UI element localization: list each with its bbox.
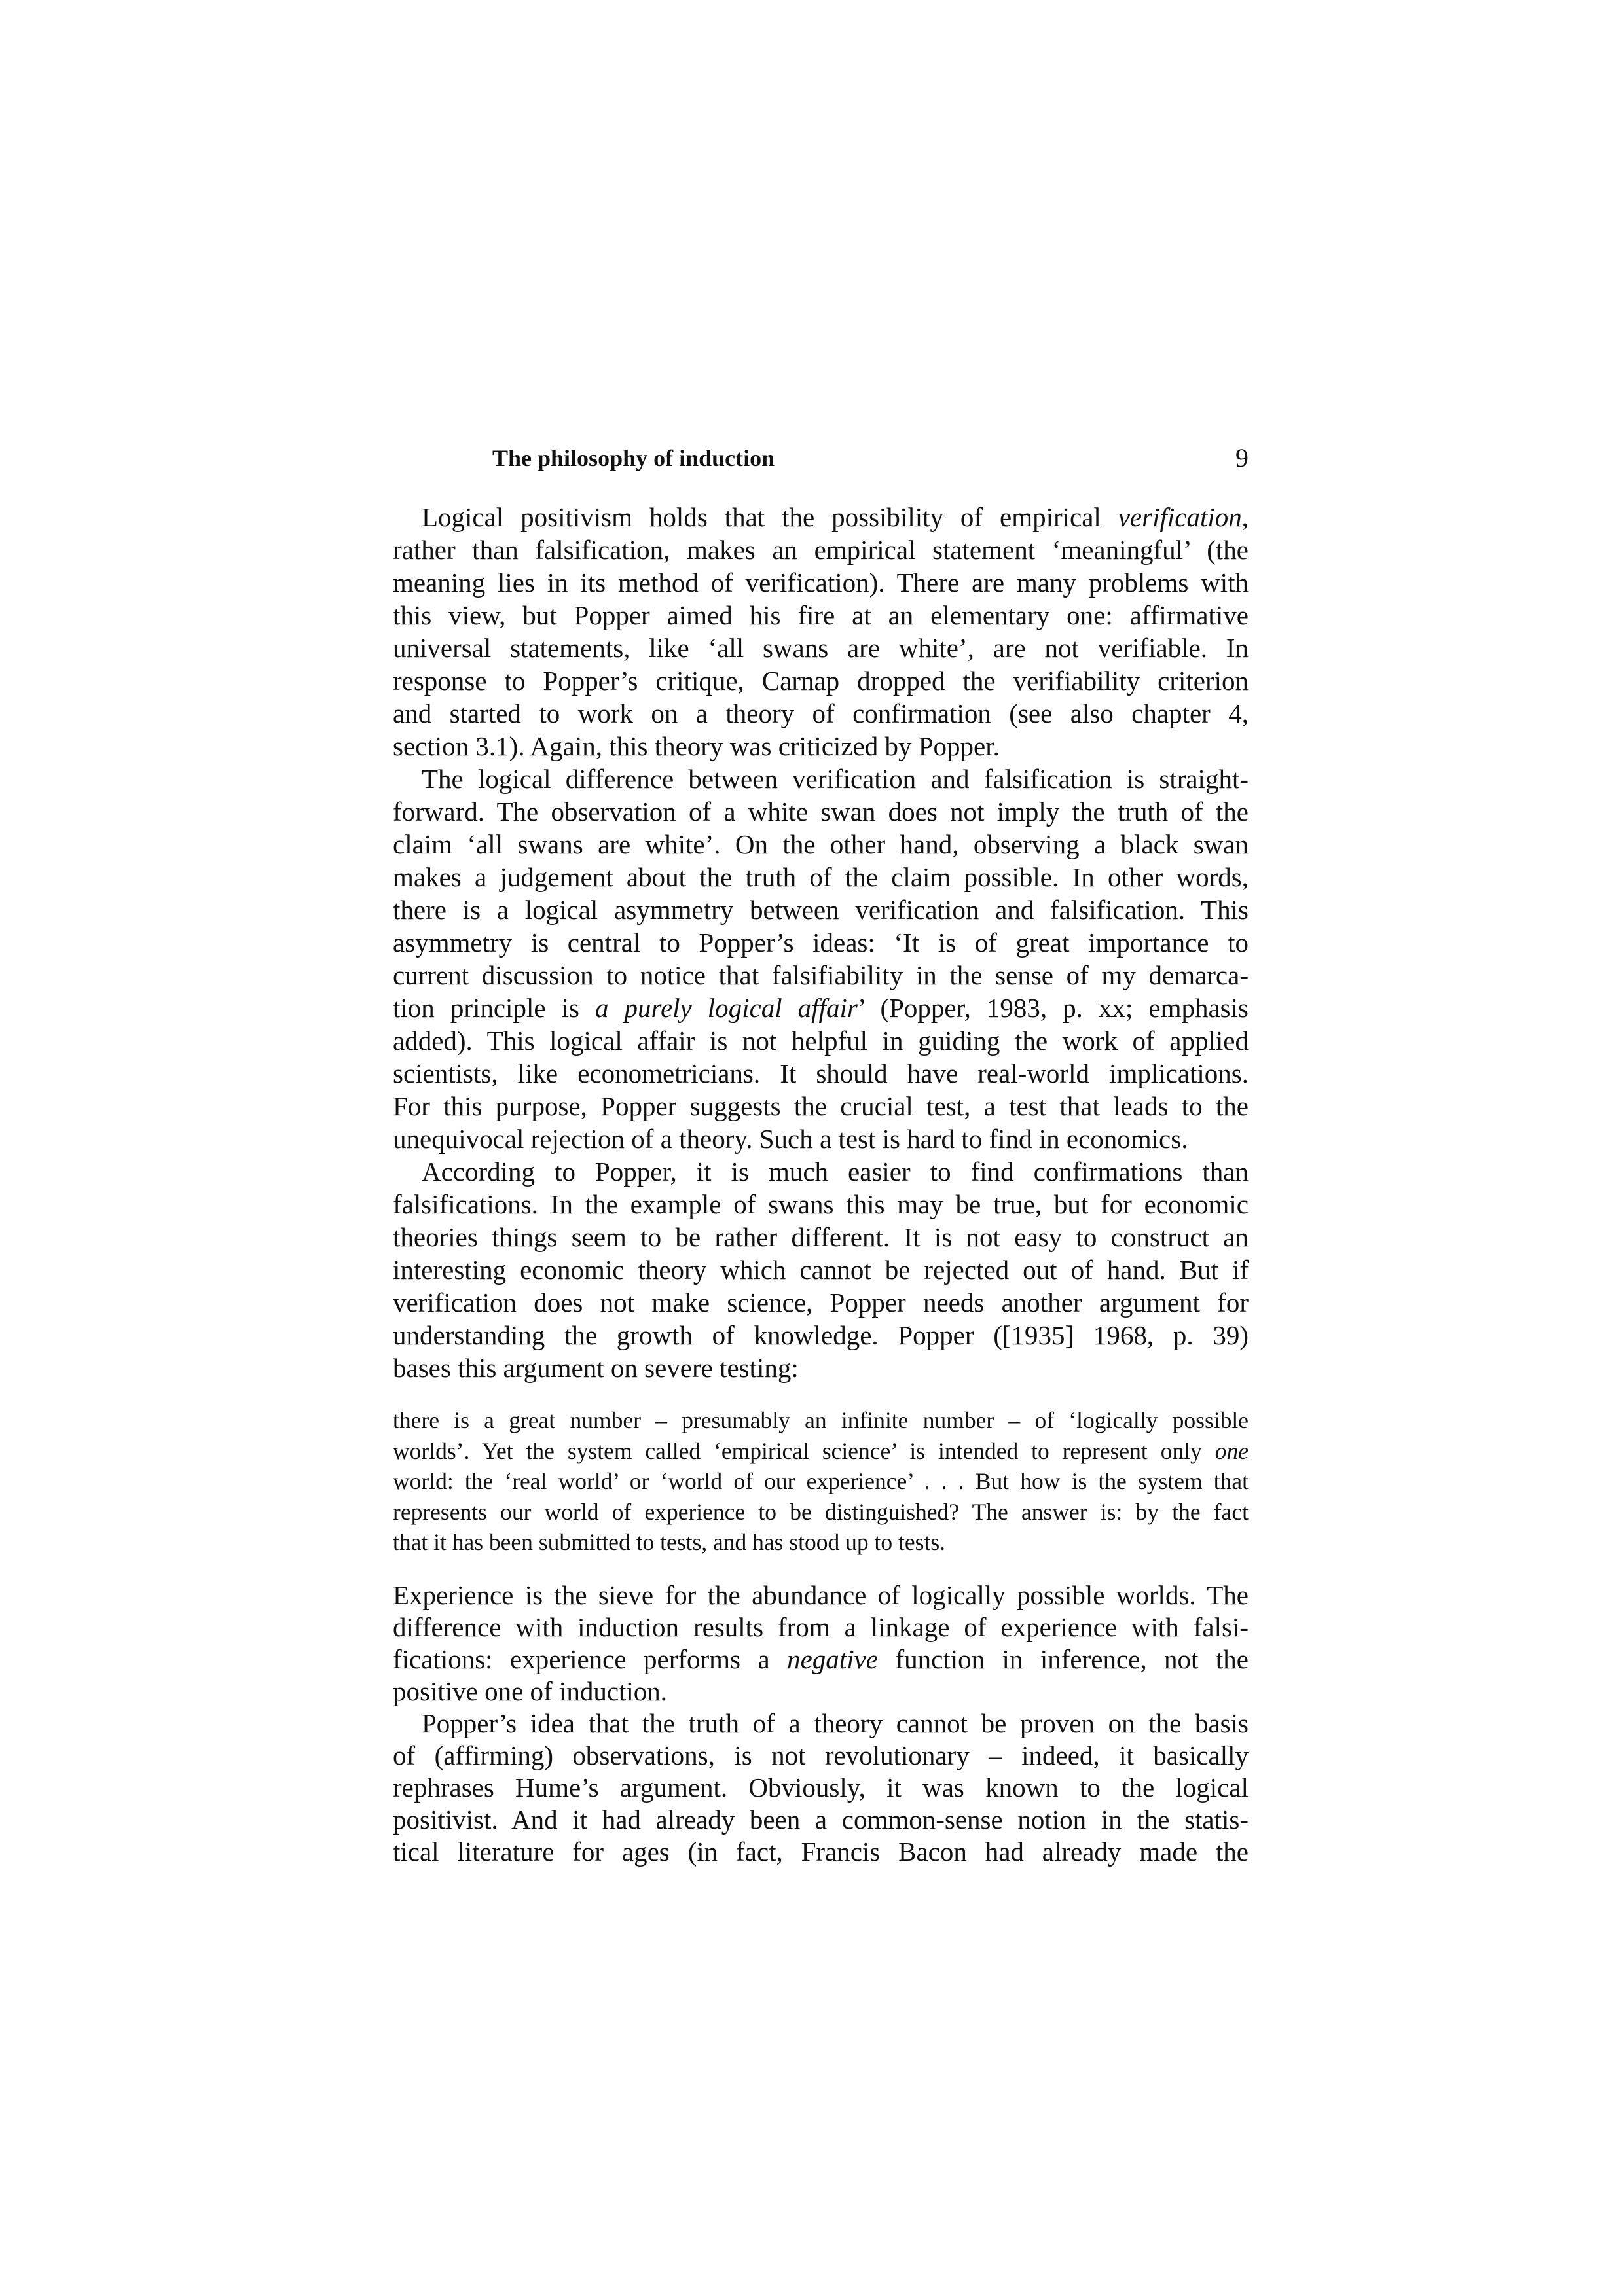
text-run: understanding the growth of knowledge. Popper ([1935] 1968, p. 39) [393, 1320, 1249, 1350]
text-run: falsifications. In the example of swans this may be true, but for economic [393, 1189, 1249, 1219]
text-line [393, 992, 1249, 1024]
text-line [393, 632, 1249, 664]
text-line [393, 1708, 1249, 1740]
text-line [393, 893, 1249, 926]
text-run: positivist. And it had already been a common-sense notion in the statis- [393, 1804, 1249, 1835]
text-run: meaning lies in its method of verification). There are many problems with [393, 567, 1249, 598]
text-line [393, 1319, 1249, 1352]
text-line [393, 1497, 1249, 1528]
text-run: current discussion to notice that falsifiability in the sense of my demarca- [393, 960, 1249, 990]
emphasis-text: verification [1118, 502, 1242, 532]
text-run: world: the ‘real world’ or ‘world of our experience’ . . . But how is the system that [393, 1468, 1249, 1494]
text-run: makes a judgement about the truth of the claim possible. In other words, [393, 862, 1249, 892]
text-line [393, 664, 1249, 697]
text-line [393, 1057, 1249, 1090]
paragraph [393, 1579, 1249, 1708]
text-line [393, 1836, 1249, 1868]
text-line [393, 1740, 1249, 1772]
text-run: The logical difference between verification and falsification is straight- [422, 764, 1249, 794]
text-run: worlds’. Yet the system called ‘empirical science’ is intended to represent only [393, 1437, 1215, 1464]
emphasis-text: negative [787, 1644, 878, 1674]
text-run: there is a great number – presumably an infinite number – of ‘logically possible [393, 1407, 1249, 1433]
main-text [393, 501, 1249, 1384]
paragraph [393, 1155, 1249, 1384]
text-run: forward. The observation of a white swan does not imply the truth of the [393, 797, 1249, 827]
text-line [393, 1643, 1249, 1676]
text-line [393, 1676, 1249, 1708]
text-run: For this purpose, Popper suggests the crucial test, a test that leads to the [393, 1091, 1249, 1121]
text-run: this view, but Popper aimed his fire at an elementary one: affirmative [393, 600, 1249, 630]
text-line [393, 795, 1249, 828]
text-run: bases this argument on severe testing: [393, 1353, 799, 1383]
page-number: 9 [1235, 443, 1249, 473]
text-line [393, 1804, 1249, 1836]
text-run: added). This logical affair is not helpful in guiding the work of applied [393, 1026, 1249, 1056]
text-line [393, 762, 1249, 795]
text-line [393, 566, 1249, 599]
text-run: that it has been submitted to tests, and has stood up to tests. [393, 1529, 946, 1555]
text-run: rephrases Hume’s argument. Obviously, it was known to the logical [393, 1772, 1249, 1803]
text-run: claim ‘all swans are white’. On the other hand, observing a black swan [393, 829, 1249, 859]
emphasis-text: a purely logical affair [594, 993, 858, 1023]
text-line [393, 1611, 1249, 1643]
text-run: and started to work on a theory of confirmation (see also chapter 4, [393, 698, 1249, 728]
text-run: rather than falsification, makes an empirical statement ‘meaningful’ (the [393, 535, 1249, 565]
paragraph [393, 1405, 1249, 1558]
continuation-text [393, 1579, 1249, 1868]
text-line [393, 1405, 1249, 1436]
text-run: interesting economic theory which cannot be rejected out of hand. But if [393, 1255, 1249, 1285]
block-quote [393, 1405, 1249, 1558]
text-run: Experience is the sieve for the abundance of logically possible worlds. The [393, 1580, 1249, 1610]
text-line [393, 1024, 1249, 1057]
text-line [393, 926, 1249, 959]
text-line [393, 533, 1249, 566]
text-line [393, 1122, 1249, 1155]
text-run: theories things seem to be rather different. It is not easy to construct an [393, 1222, 1249, 1252]
text-run: asymmetry is central to Popper’s ideas: ‘It is of great importance to [393, 927, 1249, 958]
text-run: response to Popper’s critique, Carnap dropped the verifiability criterion [393, 666, 1249, 696]
text-line [393, 1155, 1249, 1188]
text-run: of (affirming) observations, is not revolutionary – indeed, it basically [393, 1740, 1249, 1770]
text-line [393, 1090, 1249, 1122]
running-title: The philosophy of induction [492, 445, 775, 471]
text-line [393, 1188, 1249, 1221]
emphasis-text: one [1214, 1437, 1249, 1464]
paragraph [393, 501, 1249, 762]
text-run: , [1241, 502, 1249, 532]
text-run: represents our world of experience to be distinguished? The answer is: by the fact [393, 1498, 1249, 1525]
text-line [393, 861, 1249, 893]
text-line [393, 730, 1249, 762]
text-line [393, 1772, 1249, 1804]
text-run: verification does not make science, Popper needs another argument for [393, 1287, 1249, 1318]
text-run: function in inference, not the [878, 1644, 1249, 1674]
text-line [393, 1221, 1249, 1253]
text-run: difference with induction results from a linkage of experience with falsi- [393, 1612, 1249, 1642]
text-line [393, 1527, 1249, 1558]
text-run: section 3.1). Again, this theory was criticized by Popper. [393, 731, 1000, 761]
text-run: positive one of induction. [393, 1676, 668, 1706]
paragraph [393, 1708, 1249, 1868]
text-run: scientists, like econometricians. It should have real-world implications. [393, 1058, 1249, 1088]
text-line [393, 1253, 1249, 1286]
text-line [393, 1466, 1249, 1497]
text-run: ’ (Popper, 1983, p. xx; emphasis [857, 993, 1249, 1023]
text-line [393, 501, 1249, 533]
text-run: According to Popper, it is much easier to find confirmations than [422, 1157, 1249, 1187]
text-line [393, 959, 1249, 992]
text-run: Popper’s idea that the truth of a theory cannot be proven on the basis [422, 1708, 1249, 1738]
text-run: unequivocal rejection of a theory. Such a test is hard to find in economics. [393, 1124, 1188, 1154]
text-line [393, 599, 1249, 632]
paragraph [393, 762, 1249, 1155]
text-run: tion principle is [393, 993, 595, 1023]
text-run: there is a logical asymmetry between verification and falsification. This [393, 895, 1249, 925]
text-run: fications: experience performs a [393, 1644, 788, 1674]
text-line [393, 1436, 1249, 1467]
text-run: tical literature for ages (in fact, Francis Bacon had already made the [393, 1837, 1249, 1867]
text-line [393, 697, 1249, 730]
text-line [393, 1286, 1249, 1319]
text-line [393, 828, 1249, 861]
text-run: universal statements, like ‘all swans are white’, are not verifiable. In [393, 633, 1249, 663]
text-line [393, 1579, 1249, 1611]
text-line [393, 1352, 1249, 1384]
text-run: Logical positivism holds that the possibility of empirical [422, 502, 1118, 532]
